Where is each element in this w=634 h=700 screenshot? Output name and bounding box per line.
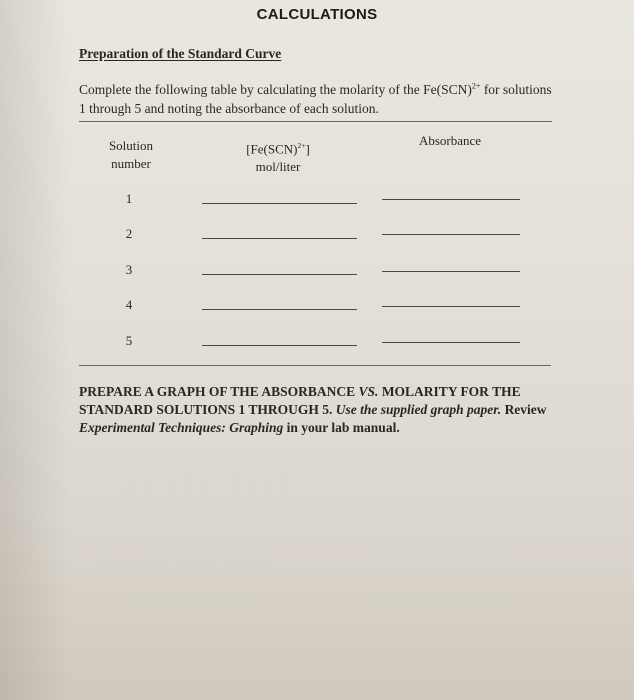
bleed-through-marks: ░░░░ ░░ ░░░: [100, 540, 275, 565]
page-title: CALCULATIONS: [256, 6, 378, 23]
molarity-blank[interactable]: [202, 309, 357, 310]
graph-instructions: PREPARE A GRAPH OF THE ABSORBANCE VS. MOLARITY FOR THE STANDARD SOLUTIONS 1 THROUGH 5. Use the supplied graph paper. Review Experimental Techniques: Graphing in your lab manual.: [79, 384, 547, 435]
table-top-rule: [79, 121, 552, 122]
instructions-paragraph: [79, 76, 559, 118]
bleed-through-marks: ░░░ ░░░: [180, 505, 294, 530]
absorbance-blank[interactable]: [382, 199, 520, 200]
molarity-blank[interactable]: [202, 203, 357, 204]
row-number: 1: [125, 191, 133, 206]
section-heading: Preparation of the Standard Curve: [79, 46, 282, 61]
col-header-absorbance: Absorbance: [418, 133, 482, 148]
col-header-solution-number: Solution number: [108, 138, 154, 171]
molarity-blank[interactable]: [202, 238, 357, 239]
bleed-through-marks: ░░ ░░░ ░░░░: [120, 468, 295, 493]
row-number: 3: [125, 262, 133, 277]
row-number: 2: [125, 226, 133, 241]
row-number: 4: [125, 297, 133, 312]
absorbance-blank[interactable]: [382, 342, 520, 343]
table-bottom-rule: [79, 365, 551, 366]
absorbance-blank[interactable]: [382, 234, 520, 235]
col-header-concentration: [Fe(SCN)$^{2+}$] mol/liter: [246, 141, 310, 175]
row-number: 5: [125, 333, 133, 348]
instructions-line2: 1 through 5 and noting the absorbance of each solution.: [79, 100, 379, 116]
instructions-line1: Complete the following table by calculating the molarity of the Fe(SCN)$^{2+}$ for solutions: [79, 81, 552, 97]
absorbance-blank[interactable]: [382, 271, 520, 272]
molarity-blank[interactable]: [202, 345, 357, 346]
absorbance-blank[interactable]: [382, 306, 520, 307]
molarity-blank[interactable]: [202, 274, 357, 275]
